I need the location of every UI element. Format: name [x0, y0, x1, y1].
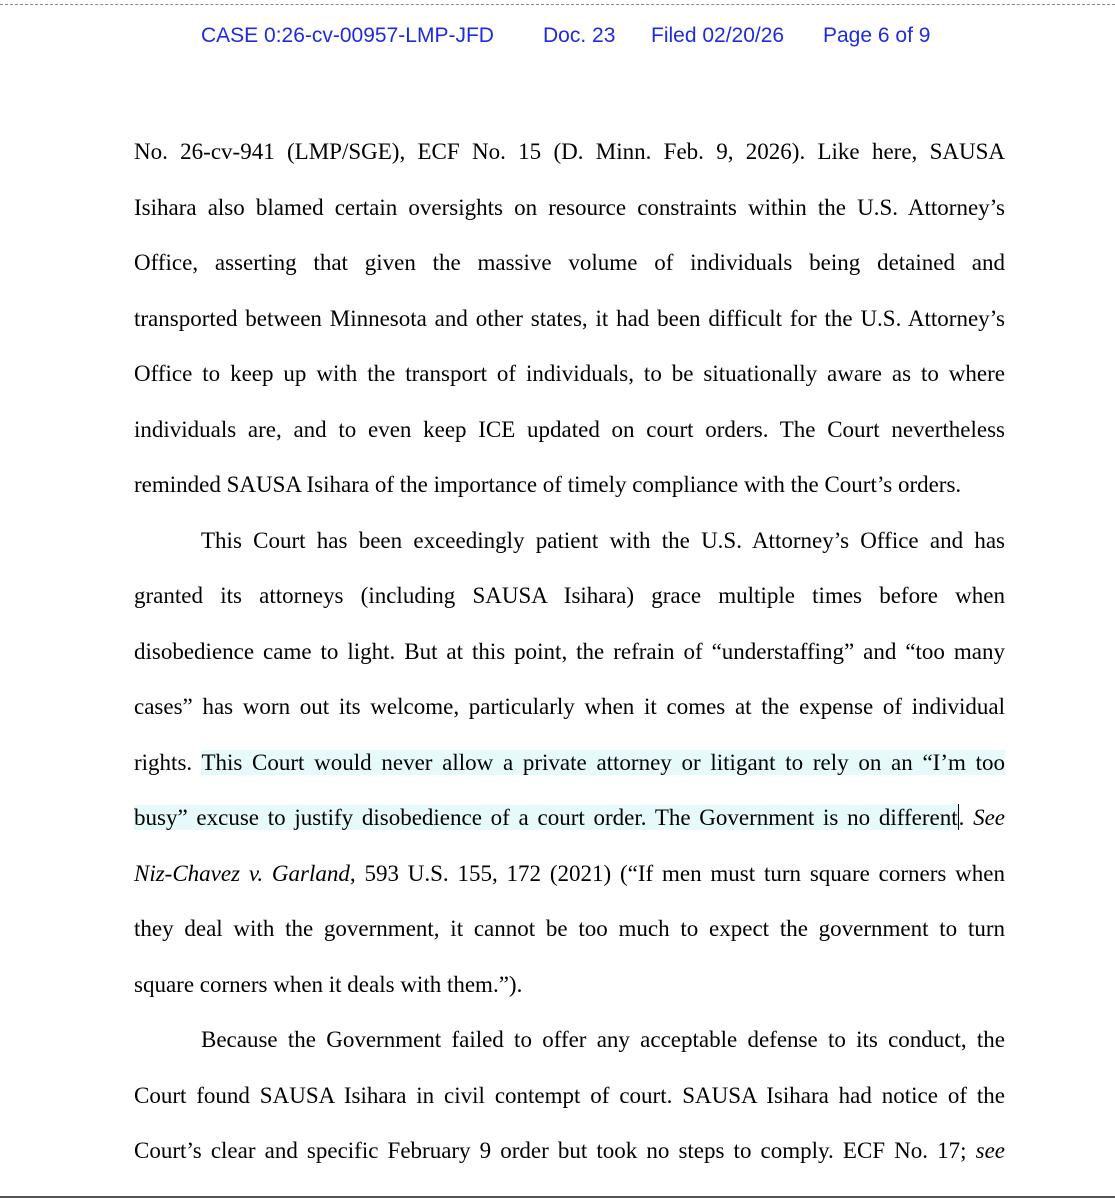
text-line: granted its attorneys (including SAUSA Isihara) grace multiple times before when — [134, 583, 1005, 608]
highlighted-text[interactable]: This Court would never allow a private attorney or litigant to rely on an “I’m too — [201, 749, 1005, 775]
case-citation: Niz-Chavez v. Garland — [134, 860, 350, 886]
page-number: Page 6 of 9 — [823, 24, 931, 47]
text-span: , 593 U.S. 155, 172 (2021) (“If men must turn square corners when — [349, 860, 1005, 886]
document-body — [134, 126, 1005, 1181]
text-line: square corners when it deals with them.”). — [134, 971, 523, 997]
text-span: rights. — [134, 749, 202, 775]
text-line: Isihara also blamed certain oversights on resource constraints within the U.S. Attorney’s — [134, 194, 1005, 220]
text-line: cases” has worn out its welcome, particularly when it comes at the expense of individual — [134, 694, 1005, 719]
text-line: Office, asserting that given the massive volume of individuals being detained and — [134, 250, 1005, 275]
case-number: CASE 0:26-cv-00957-LMP-JFD — [201, 24, 494, 47]
bottom-rule — [0, 1196, 1115, 1198]
text-line: This Court has been exceedingly patient with the U.S. Attorney’s Office and has — [201, 527, 1005, 553]
text-line — [134, 792, 1005, 848]
text-line: Office to keep up with the transport of individuals, to be situationally aware as to where — [134, 361, 1005, 386]
text-line: individuals are, and to even keep ICE updated on court orders. The Court nevertheless — [134, 416, 1005, 442]
text-line: disobedience came to light. But at this point, the refrain of “understaffing” and “too many — [134, 638, 1005, 664]
doc-number: Doc. 23 — [543, 24, 616, 47]
text-line: they deal with the government, it cannot be too much to expect the government to turn — [134, 916, 1005, 941]
ecf-header — [0, 24, 1115, 52]
text-line: transported between Minnesota and other states, it had been difficult for the U.S. Attorney’s — [134, 305, 1005, 331]
text-line — [134, 737, 1005, 793]
text-line — [134, 1125, 1005, 1181]
highlighted-text[interactable]: busy” excuse to justify disobedience of a court order. The Government is no different — [134, 805, 958, 830]
text-line: Because the Government failed to offer any acceptable defense to its conduct, the — [201, 1027, 1005, 1052]
text-line — [134, 848, 1005, 904]
italic-signal: see — [975, 1138, 1005, 1163]
text-span: Court’s clear and specific February 9 order but took no steps to comply. ECF No. 17; — [134, 1138, 976, 1163]
text-line: Court found SAUSA Isihara in civil contempt of court. SAUSA Isihara had notice of the — [134, 1082, 1005, 1108]
italic-signal: See — [973, 805, 1006, 830]
filed-date: Filed 02/20/26 — [651, 24, 785, 47]
text-line: No. 26-cv-941 (LMP/SGE), ECF No. 15 (D. Minn. Feb. 9, 2026). Like here, SAUSA — [134, 139, 1005, 164]
text-line: reminded SAUSA Isihara of the importance of timely compliance with the Court’s orders. — [134, 472, 962, 497]
top-dashed-rule — [0, 4, 1115, 5]
text-span: . — [958, 805, 974, 830]
